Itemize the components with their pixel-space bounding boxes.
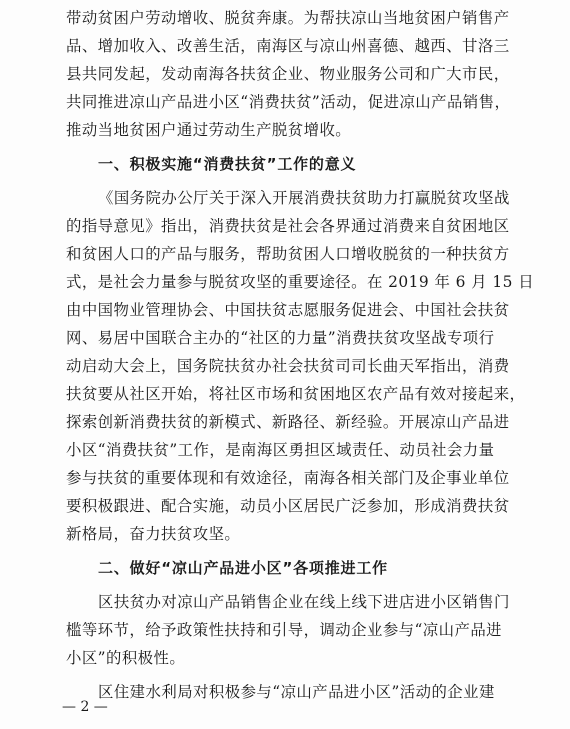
- text-line: 带动贫困户劳动增收、脱贫奔康。为帮扶凉山当地贫困户销售产: [66, 9, 510, 27]
- text-line: 参与扶贫的重要体现和有效途径，南海各相关部门及企事业单位: [66, 469, 510, 487]
- section-heading: 二、做好“凉山产品进小区”各项推进工作: [98, 559, 388, 577]
- text-line: 小区”的积极性。: [66, 649, 186, 667]
- document-body: [66, 4, 535, 706]
- text-line: 区扶贫办对凉山产品销售企业在线上线下进店进小区销售门: [98, 593, 510, 611]
- text-line: 动启动大会上，国务院扶贫办社会扶贫司司长曲天军指出，消费: [66, 357, 510, 375]
- text-line: 和贫困人口的产品与服务，帮助贫困人口增收脱贫的一种扶贫方: [66, 245, 510, 263]
- text-line: 推动当地贫困户通过劳动生产脱贫增收。: [66, 121, 352, 139]
- text-line: 要积极跟进、配合实施，动员小区居民广泛参加，形成消费扶贫: [66, 497, 510, 515]
- text-line: 式，是社会力量参与脱贫攻坚的重要途径。在 2019 年 6 月 15 日: [66, 273, 535, 291]
- section-heading: 一、积极实施“消费扶贫”工作的意义: [98, 155, 357, 173]
- text-line: 扶贫要从社区开始，将社区市场和贫困地区农产品有效对接起来，: [66, 385, 526, 403]
- text-line: 槛等环节，给予政策性扶持和引导，调动企业参与“凉山产品进: [66, 621, 503, 639]
- text-line: 品、增加收入、改善生活，南海区与凉山州喜德、越西、甘洛三: [66, 37, 510, 55]
- text-line: 网、易居中国联合主办的“社区的力量”消费扶贫攻坚战专项行: [66, 329, 495, 347]
- page-number: — 2 —: [62, 699, 108, 715]
- text-line: 由中国物业管理协会、中国扶贫志愿服务促进会、中国社会扶贫: [66, 301, 510, 319]
- text-line: 小区“消费扶贫”工作，是南海区勇担区域责任、动员社会力量: [66, 441, 495, 459]
- text-line: 《国务院办公厅关于深入开展消费扶贫助力打赢脱贫攻坚战: [98, 189, 510, 207]
- text-line: 探索创新消费扶贫的新模式、新路径、新经验。开展凉山产品进: [66, 413, 510, 431]
- text-line: 新格局，奋力扶贫攻坚。: [66, 525, 241, 543]
- text-line: 的指导意见》指出，消费扶贫是社会各界通过消费来自贫困地区: [66, 217, 510, 235]
- text-line: 县共同发起，发动南海各扶贫企业、物业服务公司和广大市民，: [66, 65, 510, 83]
- text-line: 共同推进凉山产品进小区“消费扶贫”活动，促进凉山产品销售，: [66, 93, 511, 111]
- text-line: 区住建水利局对积极参与“凉山产品进小区”活动的企业建: [98, 683, 495, 701]
